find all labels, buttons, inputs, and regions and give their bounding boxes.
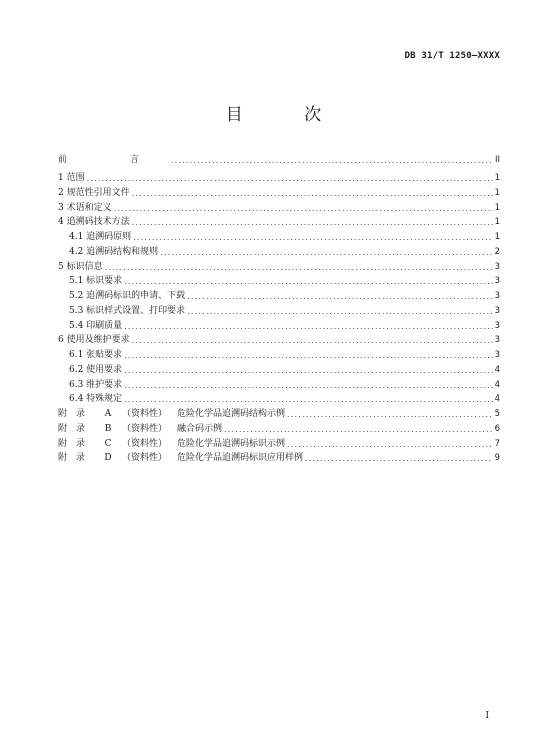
toc-entry[interactable] — [58, 184, 500, 199]
toc-annex-entry[interactable] — [58, 435, 500, 450]
toc-subentry[interactable] — [58, 302, 500, 317]
toc-entry[interactable] — [58, 214, 500, 229]
toc-subentry[interactable] — [58, 346, 500, 361]
toc-entry-page: 4 — [494, 364, 500, 375]
toc-entry-page: 3 — [494, 276, 500, 287]
toc-entry-page: 5 — [494, 409, 500, 420]
toc-entry-label: 2 规范性引用文件 — [58, 187, 130, 198]
toc-entry-page: II — [494, 154, 500, 165]
annex-prefix: 附录 — [58, 409, 95, 420]
annex-type: （资料性） — [122, 423, 168, 434]
annex-type: （资料性） — [122, 409, 168, 420]
toc-entry-page: 9 — [494, 453, 500, 464]
annex-prefix: 附录 — [58, 438, 95, 449]
toc-entry-label: 6 使用及维护要求 — [58, 335, 130, 346]
toc-entry-label: 6.3 维护要求 — [69, 379, 123, 390]
annex-label — [58, 409, 285, 420]
toc-entry-page: 3 — [494, 261, 500, 272]
toc-leader-dots — [160, 247, 492, 258]
toc-entry-page: 4 — [494, 394, 500, 405]
toc-leader-dots — [305, 453, 493, 464]
toc-entry-page: 3 — [494, 335, 500, 346]
toc-entry-label: 5 标识信息 — [58, 261, 103, 272]
toc-subentry[interactable] — [58, 228, 500, 243]
toc-entry-label: 4 追溯码技术方法 — [58, 217, 130, 228]
annex-type: （资料性） — [122, 438, 168, 449]
toc-leader-dots — [124, 380, 492, 391]
toc-entry-label: 4.2 追溯码结构和规则 — [69, 246, 159, 257]
toc-subentry[interactable] — [58, 243, 500, 258]
annex-label — [58, 424, 222, 435]
annex-letter: C — [104, 438, 112, 449]
toc-entry-label: 1 范围 — [58, 173, 85, 184]
toc-entry-label: 5.4 印刷质量 — [69, 320, 123, 331]
toc-leader-dots — [132, 188, 493, 199]
page-number: I — [485, 711, 489, 721]
toc-entry-label: 3 术语和定义 — [58, 202, 112, 213]
toc-entry-label: 6.4 特殊规定 — [69, 394, 123, 405]
toc-subentry[interactable] — [58, 317, 500, 332]
toc-entry[interactable] — [58, 151, 500, 166]
annex-type: （资料性） — [122, 453, 168, 464]
annex-label — [58, 453, 303, 464]
toc-entry-page: 7 — [494, 438, 500, 449]
toc-entry-label: 5.2 追溯码标识的申请、下载 — [69, 291, 186, 302]
toc-entry-label: 前 言 — [58, 154, 169, 165]
toc-subentry[interactable] — [58, 273, 500, 288]
toc-subentry[interactable] — [58, 287, 500, 302]
toc-entry[interactable] — [58, 169, 500, 184]
toc-leader-dots — [124, 276, 492, 287]
toc-leader-dots — [171, 155, 493, 166]
toc-leader-dots — [114, 203, 493, 214]
annex-prefix: 附录 — [58, 423, 95, 434]
toc-entry-page: 3 — [494, 291, 500, 302]
annex-name: 危险化学品追溯码结构示例 — [177, 409, 286, 420]
toc-entry-label: 6.2 使用要求 — [69, 364, 123, 375]
toc-leader-dots — [287, 439, 493, 450]
toc-leader-dots — [133, 232, 492, 243]
toc-entry-page: 3 — [494, 305, 500, 316]
toc-entry-label: 5.3 标识样式设置、打印要求 — [69, 305, 186, 316]
toc-entry-page: 3 — [494, 320, 500, 331]
toc-subentry[interactable] — [58, 391, 500, 406]
toc-leader-dots — [132, 217, 493, 228]
toc-leader-dots — [224, 424, 493, 435]
annex-letter: D — [104, 453, 112, 464]
annex-letter: A — [104, 409, 112, 420]
document-code: DB 31/T 1250—XXXX — [404, 51, 500, 61]
toc-subentry[interactable] — [58, 376, 500, 391]
annex-name: 融合码示例 — [177, 423, 223, 434]
toc-entry[interactable] — [58, 258, 500, 273]
toc-subentry[interactable] — [58, 361, 500, 376]
toc-annex-entry[interactable] — [58, 420, 500, 435]
toc-entry-page: 1 — [494, 173, 500, 184]
toc-entry[interactable] — [58, 199, 500, 214]
toc-leader-dots — [132, 335, 493, 346]
toc-leader-dots — [187, 306, 492, 317]
toc-leader-dots — [87, 173, 493, 184]
toc-entry-page: 1 — [494, 202, 500, 213]
toc-entry-page: 4 — [494, 379, 500, 390]
toc-entry-page: 3 — [494, 350, 500, 361]
toc-leader-dots — [124, 321, 492, 332]
toc-entry-page: 1 — [494, 232, 500, 243]
toc-leader-dots — [124, 365, 492, 376]
toc-leader-dots — [105, 262, 493, 273]
toc-entry-page: 6 — [494, 423, 500, 434]
toc-entry[interactable] — [58, 332, 500, 347]
toc-leader-dots — [124, 394, 492, 405]
toc-leader-dots — [124, 350, 492, 361]
toc-entry-page: 1 — [494, 187, 500, 198]
toc-entry-label: 4.1 追溯码原则 — [69, 232, 132, 243]
toc-annex-entry[interactable] — [58, 405, 500, 420]
toc-entry-page: 1 — [494, 217, 500, 228]
annex-label — [58, 439, 285, 450]
annex-prefix: 附录 — [58, 453, 95, 464]
toc-annex-entry[interactable] — [58, 450, 500, 465]
toc-entry-label: 5.1 标识要求 — [69, 276, 123, 287]
toc-entry-page: 2 — [494, 246, 500, 257]
toc-leader-dots — [187, 291, 492, 302]
toc-title: 目 次 — [225, 105, 350, 125]
toc-entry-label: 6.1 张贴要求 — [69, 350, 123, 361]
annex-name: 危险化学品追溯码标识应用样例 — [177, 453, 304, 464]
table-of-contents — [58, 151, 500, 464]
toc-leader-dots — [287, 409, 493, 420]
annex-letter: B — [104, 423, 112, 434]
annex-name: 危险化学品追溯码标识示例 — [177, 438, 286, 449]
